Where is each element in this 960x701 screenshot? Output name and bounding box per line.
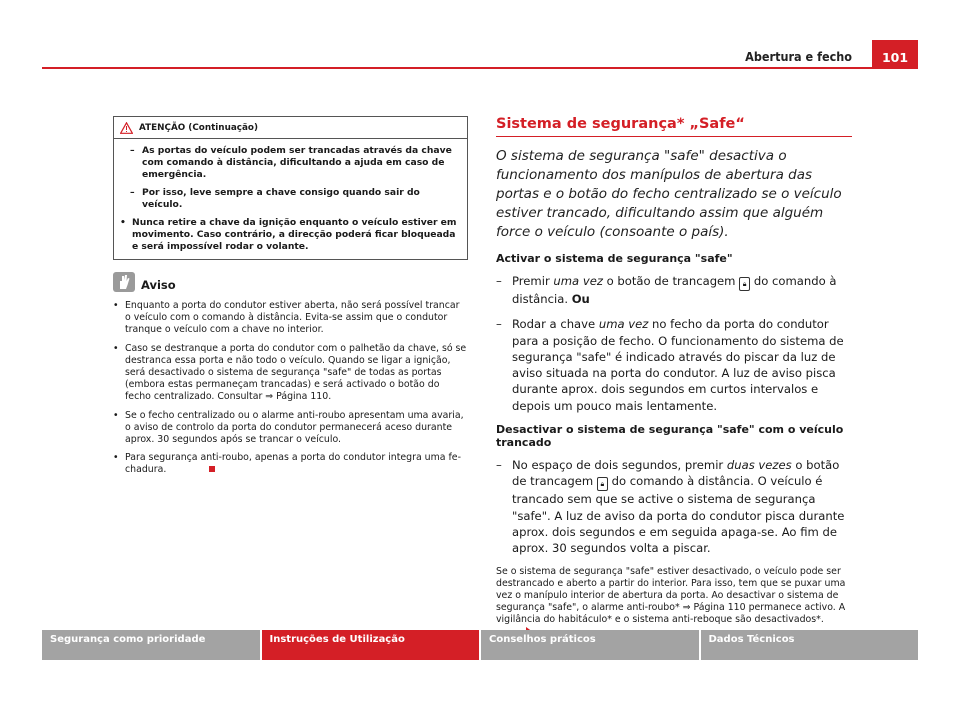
footer-tab-instructions[interactable]: Instruções de Utilização: [262, 630, 480, 660]
aviso-heading-row: [113, 272, 468, 292]
section-title: Sistema de segurança* „Safe“: [496, 116, 852, 137]
footer-tab-technical-data[interactable]: Dados Técnicos: [701, 630, 919, 660]
warning-bullet: • Nunca retire a chave da ignição enquanto o veículo estiver em movimento. Caso contrário, a direcção poderá ficar bloqueada e será impossível rodar o volante.: [120, 217, 457, 252]
aviso-list: [113, 300, 468, 477]
lock-key-icon: 🔒︎: [597, 477, 608, 491]
activate-step: – Rodar a chave uma vez no fecho da porta do condutor para a posição de fecho. O funcionamento do sistema de segurança "safe" é indicado através do piscar da luz de aviso situada na porta do condutor. A luz de aviso pisca durante aprox. dois segundos em curtos intervalos e depois um pouco mais lentamente.: [496, 317, 844, 413]
aviso-item: • Se o fecho centralizado ou o alarme anti-roubo apresentam uma avaria, o aviso de controlo da porta do condutor permanecerá aceso durante aprox. 30 segundos após se trancar o veículo.: [113, 409, 464, 446]
activate-step: – Premir uma vez o botão de trancagem 🔒︎ do comando à distância. Ou: [496, 274, 837, 306]
warning-body: [114, 139, 467, 259]
aviso-heading: Aviso: [141, 278, 176, 292]
aviso-item: • Caso se destranque a porta do condutor com o palhetão da chave, só se destranca essa porta e não todo o veículo. Quando se ligar a ignição, será desactivado o sistema de segurança "safe" de todas as portas (embora estas permaneçam trancadas) e será activado o botão do fecho centralizado. Consultar ⇒ Página 110.: [113, 342, 467, 403]
deactivate-heading: Desactivar o sistema de segurança "safe" com o veículo trancado: [496, 423, 844, 450]
lock-key-icon: 🔒︎: [739, 277, 750, 291]
section-end-marker: [209, 466, 215, 472]
warning-triangle-icon: [120, 122, 133, 134]
header-rule: [42, 67, 918, 69]
warning-box: [113, 116, 468, 260]
closing-paragraph: Se o sistema de segurança "safe" estiver desactivado, o veículo pode ser destrancado e aberto a partir do interior. Para isso, tem que se puxar uma vez o manípulo interior de abertura da porta. Ao desactivar o sistema de segurança "safe", o alarme anti-roubo* ⇒ Página 110 permanece activo. A vigilância do habitáculo* e o sistema anti-reboque são desactivados*.: [496, 566, 852, 639]
warning-header: [114, 117, 467, 139]
right-column: [496, 116, 852, 648]
aviso-item: • Enquanto a porta do condutor estiver aberta, não será possível trancar o veículo com o comando à distância. Evita-se assim que o condutor tranque o veículo com a chave no interior.: [113, 300, 460, 336]
footer-tabs: [42, 630, 918, 660]
warning-dash-item: – Por isso, leve sempre a chave consigo quando sair do veículo.: [130, 187, 420, 210]
deactivate-steps: [496, 457, 852, 556]
footer-tab-safety[interactable]: Segurança como prioridade: [42, 630, 260, 660]
deactivate-step: – No espaço de dois segundos, premir duas vezes o botão de trancagem 🔒︎ do comando à distância. O veículo é trancado sem que se active o sistema de segurança "safe". A luz de aviso da porta do condutor pisca durante aprox. dois segundos e em seguida apaga-se. Ao fim de aprox. 30 segundos volta a piscar.: [496, 458, 845, 556]
section-intro: O sistema de segurança "safe" desactiva o funcionamento dos manípulos de abertura das portas e o botão do fecho centralizado se o veículo estiver trancado, dificultando assim que alguém force o veículo (consoante o país).: [496, 148, 842, 240]
left-column: [113, 116, 468, 483]
activate-heading: Activar o sistema de segurança "safe": [496, 252, 733, 265]
page-number: 101: [872, 40, 918, 68]
running-header-title: Abertura e fecho: [745, 49, 852, 64]
aviso-item: • Para segurança anti-roubo, apenas a porta do condutor integra uma fechadura.: [113, 452, 461, 476]
activate-steps: [496, 273, 852, 414]
warning-heading: ATENÇÃO (Continuação): [139, 123, 258, 133]
note-hand-icon: [113, 272, 135, 292]
warning-dash-item: – As portas do veículo podem ser trancadas através da chave com comando à distância, dificultando a ajuda em caso de emergência.: [130, 145, 452, 180]
footer-tab-practical-tips[interactable]: Conselhos práticos: [481, 630, 699, 660]
